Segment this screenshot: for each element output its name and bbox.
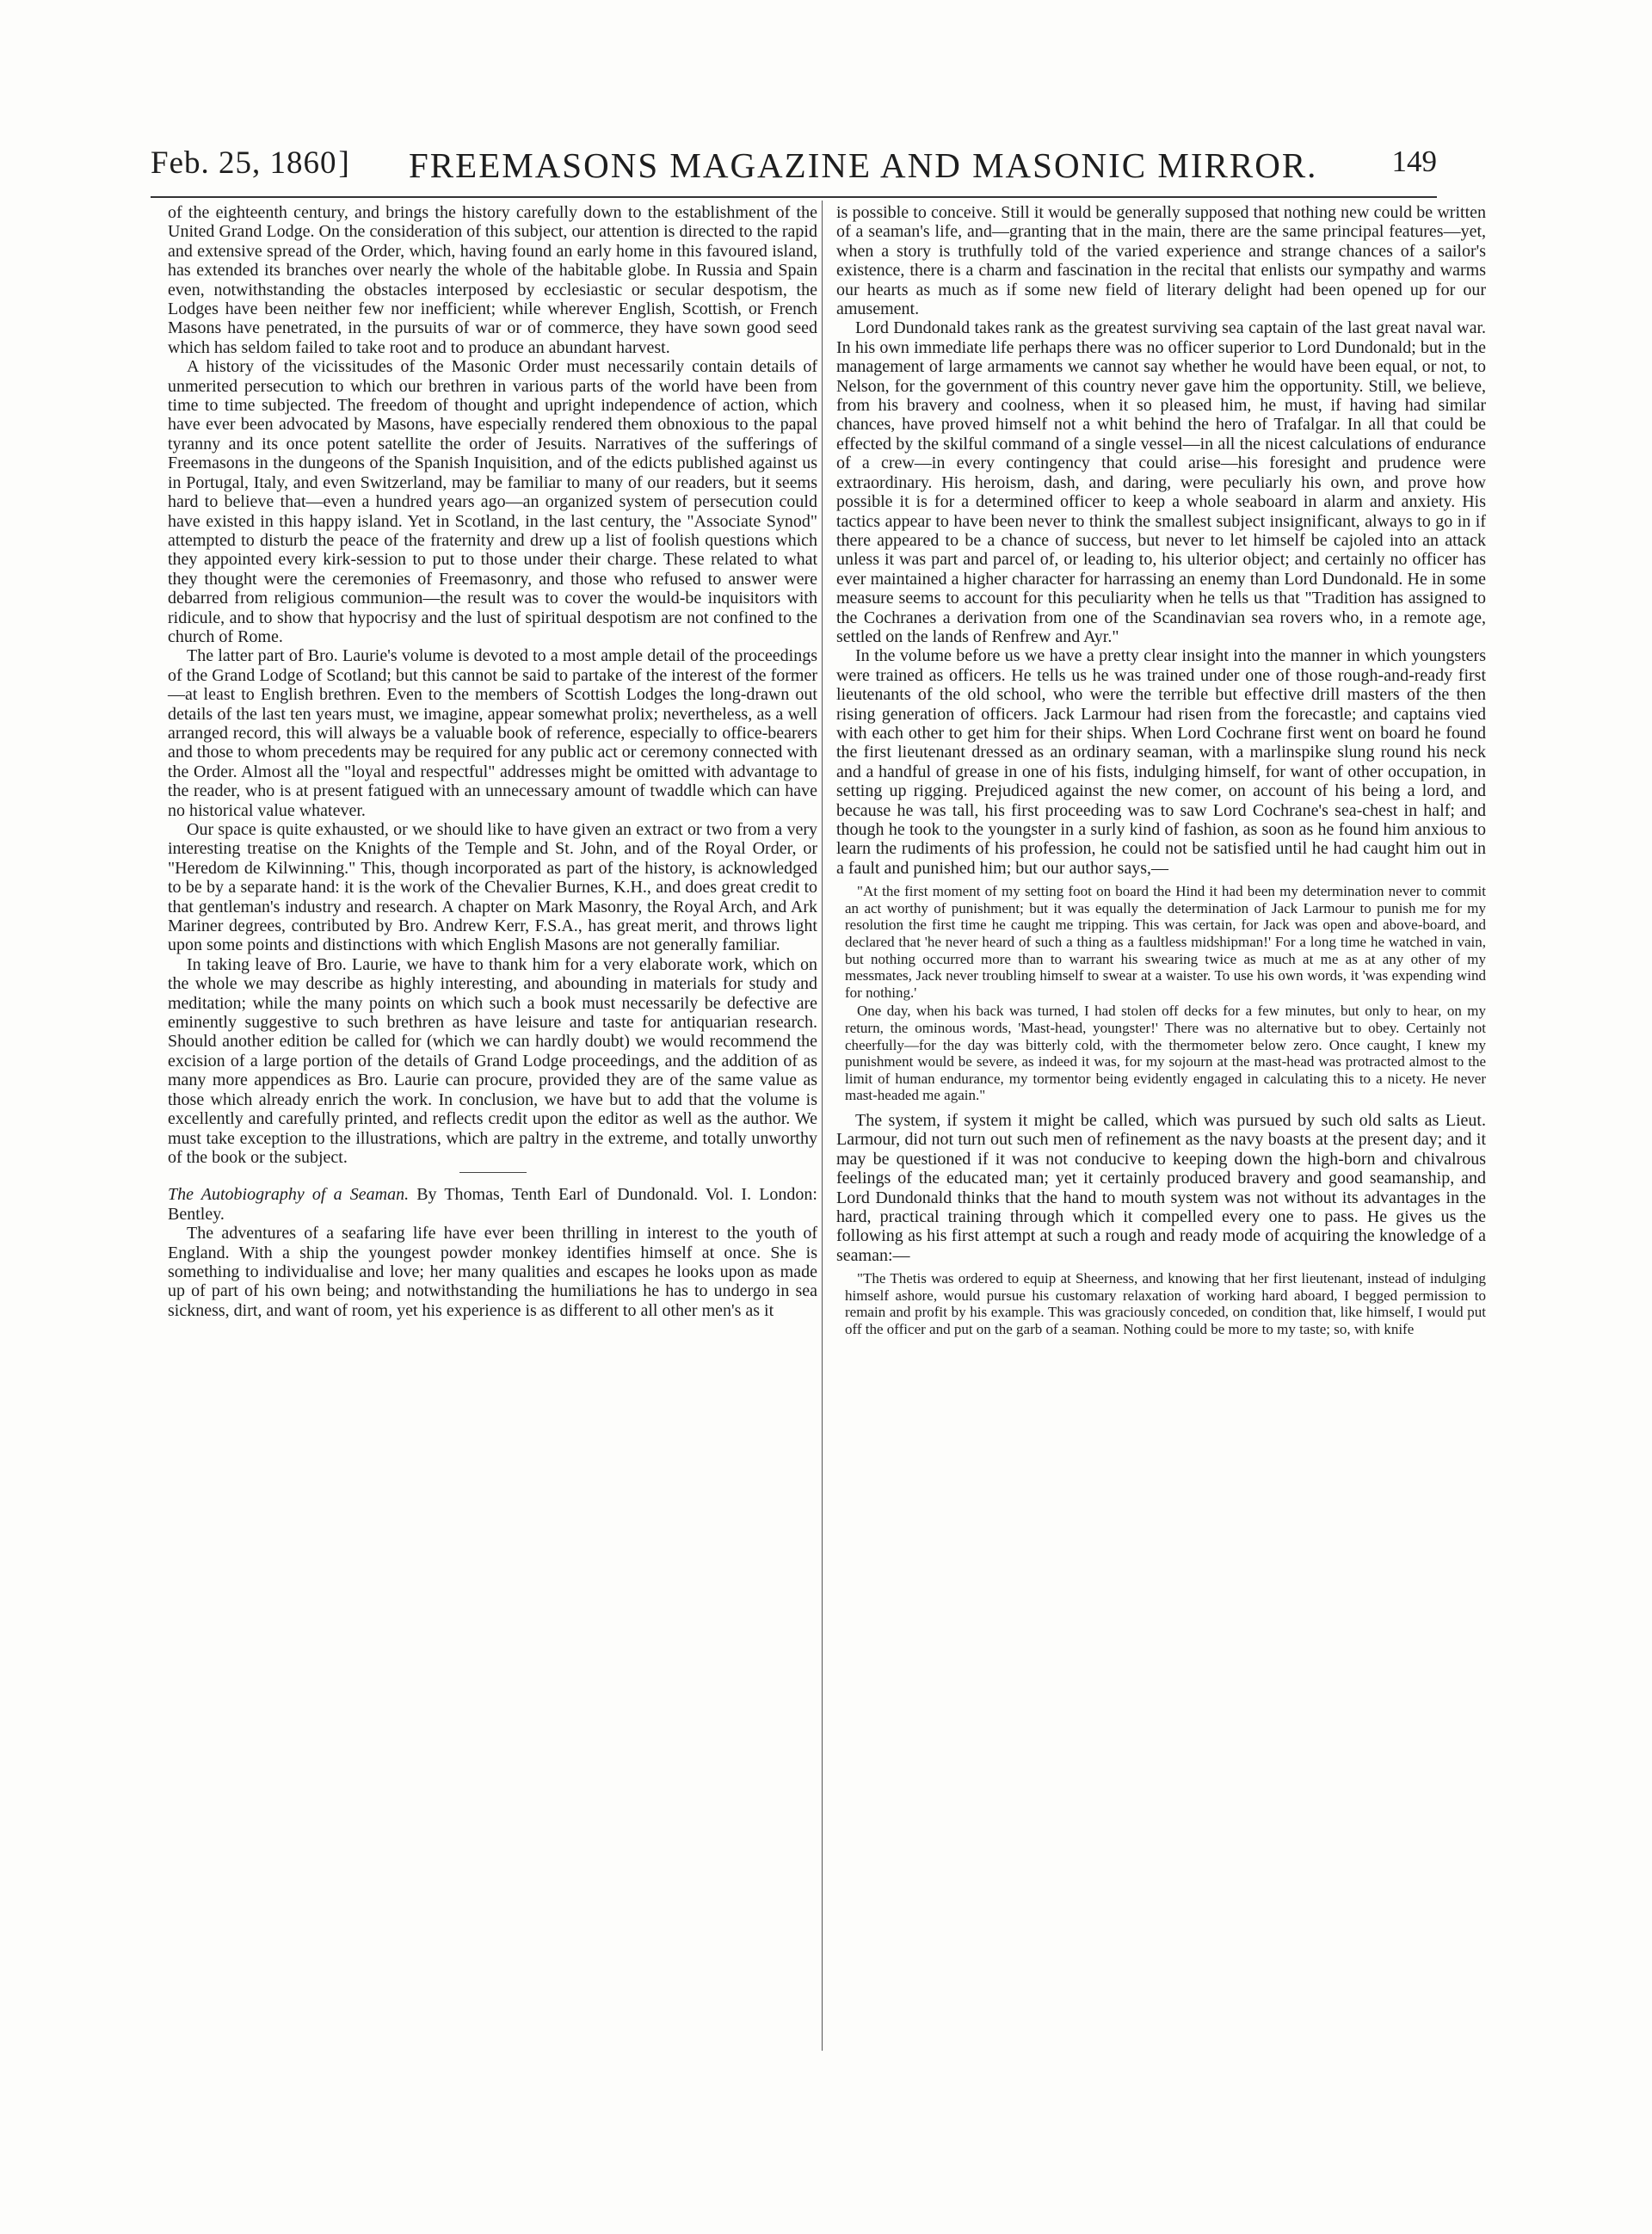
magazine-title: FREEMASONS MAGAZINE AND MASONIC MIRROR. [409,145,1318,185]
paragraph: In taking leave of Bro. Laurie, we have to thank him for a very elaborate work, which on the whole we may describe as highly interesting, and abounding in materials for study and meditation; while the many points on which such a book must necessarily be defective are eminently suggestive to such brethren as have leisure and taste for antiquarian research. Should another edition be called for (which we can hardly doubt) we would recommend the excision of a large portion of the details of Grand Lodge proceedings, and the addition of as many more appendices as Bro. Laurie can procure, provided they are of the same value as those which already enrich the work. In conclusion, we have but to add that the volume is excellently and carefully printed, and reflects credit upon the editor as well as the author. We must take exception to the illustrations, which are paltry in the extreme, and totally unworthy of the book or the subject. [168,954,817,1167]
column-divider [822,201,823,2051]
review-book-title: The Autobiography of a Seaman. [168,1185,410,1205]
page-header [151,145,1437,189]
paragraph: Lord Dundonald takes rank as the greatest surviving sea captain of the last great naval war. In his own immediate life perhaps there was no officer superior to Lord Dundonald; but in the management of large armaments we cannot say whether he would have been equal, or not, to Nelson, for the government of this country never gave him the opportunity. Still, we believe, from his bravery and coolness, when it so pleased him, he must, if having had similar chances, have proved himself not a whit behind the hero of Trafalgar. In all that could be effected by the skilful command of a single vessel—in all the nicest calculations of endurance of a crew—in every contingency that could arise—his foresight and prudence were extraordinary. His heroism, dash, and daring, were peculiarly his own, and prove how possible it is for a determined officer to keep a whole seaboard in alarm and anxiety. His tactics appear to have been never to think the smallest subject insignificant, always to go in if there appeared to be a chance of success, but never to let himself be cajoled into an attack unless it was part and parcel of, or leading to, his ulterior object; and certainly no officer has ever maintained a higher character for harrassing an enemy than Lord Dundonald. He in some measure seems to account for this peculiarity when he tells us that "Tradition has assigned to the Cochranes a derivation from one of the Scandinavian sea rovers who, in a remote age, settled on the lands of Renfrew and Ayr." [836,318,1486,646]
header-bracket: ] [338,145,350,181]
paragraph: A history of the vicissitudes of the Masonic Order must necessarily contain details of unmerited persecution to which our brethren in various parts of the world have been from time to time subjected. The freedom of thought and upright independence of action, which have ever been advocated by Masons, have especially rendered them obnoxious to the papal tyranny and its once potent satellite the order of Jesuits. Narratives of the sufferings of Freemasons in the dungeons of the Spanish Inquisition, and of the edicts published against us in Portugal, Italy, and even Switzerland, may be familiar to many of our readers, but it seems hard to believe that—even a hundred years ago—an organized system of persecution could have existed in this happy island. Yet in Scotland, in the last century, the "Associate Synod" attempted to disturb the peace of the fraternity and drew up a list of foolish questions which they appointed every kirk-session to put to those under their charge. These related to what they thought were the ceremonies of Freemasonry, and those who refused to answer were debarred from religious communion—the result was to cover the would-be inquisitors with ridicule, and to show that hypocrisy and the lust of spiritual despotism are not confined to the church of Rome. [168,357,817,646]
block-quote: "The Thetis was ordered to equip at Sheerness, and knowing that her first lieutenant, instead of indulging himself ashore, would pursue his customary relaxation of working hard aboard, I begged permission to remain and profit by his example. This was graciously conceded, on condition that, like himself, I would put off the officer and put on the garb of a seaman. Nothing could be more to my taste; so, with knife [845,1270,1486,1337]
section-rule [459,1172,527,1173]
review-heading [168,1185,817,1224]
block-quote: "At the first moment of my setting foot on board the Hind it had been my determination never to commit an act worthy of punishment; but it was equally the determination of Jack Larmour to punish me for my resolution the first time he caught me tripping. This was certain, for Jack was open and above-board, and declared that 'he never heard of such a thing as a faultless midshipman!' For a long time he watched in vain, but nothing occurred more than to warrant his swearing twice as much at me as at any other of my messmates, Jack never troubling himself to swear at a waister. To use his own words, it 'was expending wind for nothing.' [845,883,1486,1001]
page-number: 149 [1391,145,1437,178]
block-quote: One day, when his back was turned, I had stolen off decks for a few minutes, but only to hear, on my return, the ominous words, 'Mast-head, youngster!' There was no alternative but to obey. Certainly not cheerfully—for the day was bitterly cold, with the thermometer below zero. Once caught, I knew my punishment would be severe, as indeed it was, for my sojourn at the mast-head was protracted almost to the limit of human endurance, my tormentor being evidently engaged in calculating this to a nicety. He never mast-headed me again." [845,1003,1486,1104]
paragraph: The adventures of a seafaring life have ever been thrilling in interest to the youth of England. With a ship the youngest powder monkey identifies himself at once. She is something to individualise and love; her many qualities and escapes he looks upon as made up of part of his own being; and notwithstanding the humiliations he has to undergo in sea sickness, dirt, and want of room, yet his experience is as different to all other men's as it [168,1224,817,1320]
paragraph: Our space is quite exhausted, or we should like to have given an extract or two from a very interesting treatise on the Knights of the Temple and St. John, and of the Royal Order, or "Heredom de Kilwinning." This, though incorporated as part of the history, is acknowledged to be by a separate hand: it is the work of the Chevalier Burnes, K.H., and does great credit to that gentleman's industry and research. A chapter on Mark Masonry, the Royal Arch, and Ark Mariner degrees, contributed by Bro. Andrew Kerr, F.S.A., has great merit, and throws light upon some points and distinctions with which English Masons are not generally familiar. [168,820,817,955]
issue-date [151,145,350,182]
review-byline: By Thomas, Tenth Earl of Dundonald. Vol. I. London: Bentley. [168,1185,817,1224]
header-rule [151,196,1437,198]
paragraph: In the volume before us we have a pretty clear insight into the manner in which youngsters were trained as officers. He tells us he was trained under one of those rough-and-ready first lieutenants of the old school, who were the terrible but effective drill masters of the then rising generation of officers. Jack Larmour had risen from the forecastle; and captains vied with each other to get him for their ships. When Lord Cochrane first went on board he found the first lieutenant dressed as an ordinary seaman, with a marlinspike slung round his neck and a handful of grease in one of his fists, indulging himself, for want of other occupation, in setting up rigging. Prejudiced against the new comer, on account of his being a lord, and because he was tall, his first proceeding was to saw Lord Cochrane's sea-chest in half; and though he took to the youngster in a surly kind of fashion, as soon as he found him anxious to learn the rudiments of his profession, he could not be satisfied until he had caught him out in a fault and punished him; but our author says,— [836,646,1486,878]
paragraph: is possible to conceive. Still it would be generally supposed that nothing new could be written of a seaman's life, and—granting that in the main, there are the same principal features—yet, when a story is truthfully told of the varied experience and strange chances of a sailor's existence, there is a charm and fascination in the recital that enlists our sympathy and warms our hearts as much as if some new field of literary delight had been opened up for our amusement. [836,203,1486,319]
right-column [836,203,1486,1338]
paragraph: of the eighteenth century, and brings the history carefully down to the establishment of the United Grand Lodge. On the consideration of this subject, our attention is directed to the rapid and extensive spread of the Order, which, having found an early home in this favoured island, has extended its branches over nearly the whole of the habitable globe. In Russia and Spain even, notwithstanding the obstacles interposed by ecclesiastic or secular despotism, the Lodges have been neither few nor inefficient; while wherever English, Scottish, or French Masons have penetrated, in the pursuits of war or of commerce, they have sown good seed which has seldom failed to take root and to produce an abundant harvest. [168,203,817,357]
left-column [168,203,817,1320]
paragraph: The latter part of Bro. Laurie's volume is devoted to a most ample detail of the proceedings of the Grand Lodge of Scotland; but this cannot be said to partake of the interest of the former—at least to English brethren. Even to the members of Scottish Lodges the long-drawn out details of the last ten years must, we imagine, appear somewhat prolix; nevertheless, as a well arranged record, this will always be a valuable book of reference, especially to office-bearers and those to whom precedents may be required for any public act or ceremony connected with the Order. Almost all the "loyal and respectful" addresses might be omitted with advantage to the reader, who is at present fatigued with an unnecessary amount of twaddle which can have no historical value whatever. [168,646,817,820]
issue-date-text: Feb. 25, 1860 [151,145,337,181]
paragraph: The system, if system it might be called, which was pursued by such old salts as Lieut. Larmour, did not turn out such men of refinement as the navy boasts at the present day; and it may be questioned if it was not conducive to keeping down the high-born and chivalrous feelings of the educated man; yet it certainly produced bravery and good seamanship, and Lord Dundonald thinks that the hand to mouth system was not without its advantages in the hard, practical training through which it compelled every one to pass. He gives us the following as his first attempt at such a rough and ready mode of acquiring the knowledge of a seaman:— [836,1110,1486,1265]
